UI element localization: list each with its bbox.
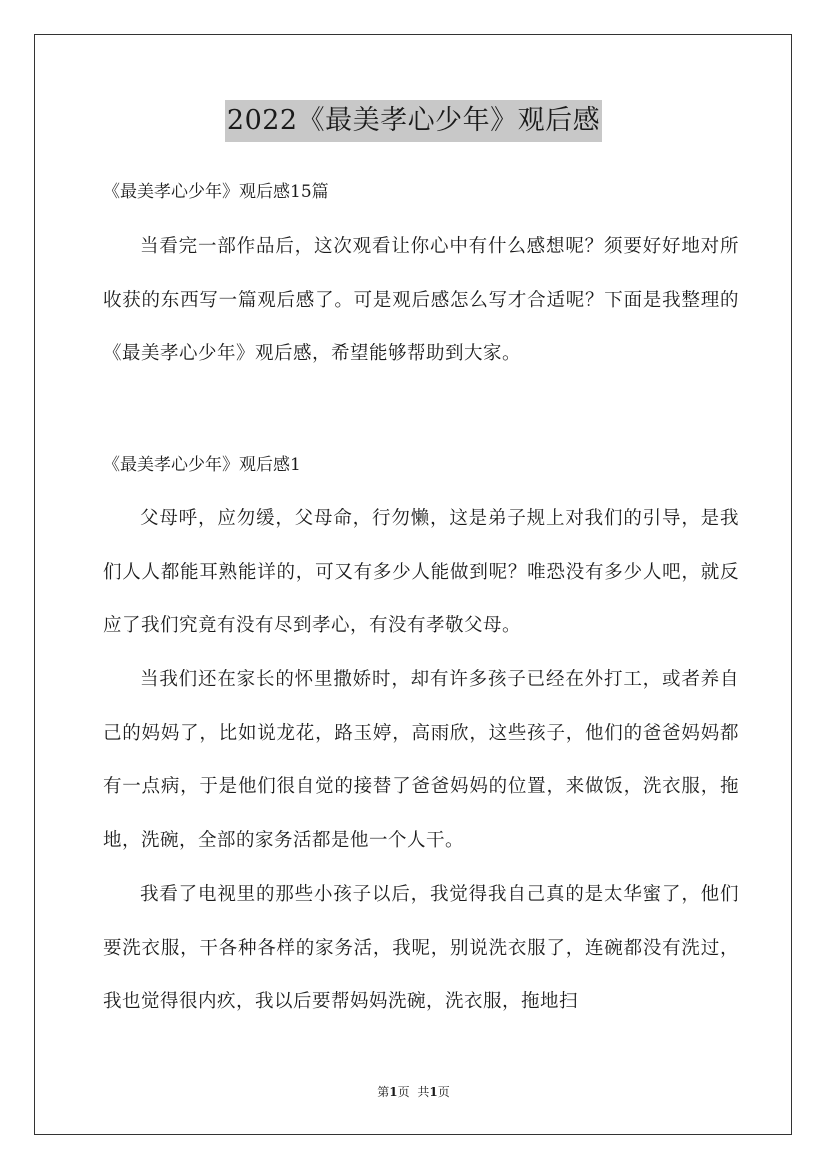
document-title: 2022《最美孝心少年》观后感 [225,100,602,142]
page-number: 1 [389,1085,398,1099]
title-container [0,100,827,142]
total-label-suffix: 页 [437,1085,450,1099]
page-label-prefix: 第 [377,1085,390,1099]
page-footer [0,1083,827,1101]
body-paragraph-1: 父母呼，应勿缓，父母命，行勿懒，这是弟子规上对我们的引导，是我们人人都能耳熟能详的，可又有多少人能做到呢？唯恐没有多少人吧，就反应了我们究竟有没有尽到孝心，有没有孝敬父母。 [103,508,739,636]
intro-paragraph: 当看完一部作品后，这次观看让你心中有什么感想呢？须要好好地对所收获的东西写一篇观后感了。可是观后感怎么写才合适呢？下面是我整理的《最美孝心少年》观后感，希望能够帮助到大家。 [103,236,739,364]
total-pages: 1 [429,1085,438,1099]
document-subtitle: 《最美孝心少年》观后感15篇 [103,182,329,202]
page-label-suffix: 页 [397,1085,410,1099]
body-paragraph-3: 我看了电视里的那些小孩子以后，我觉得我自己真的是太华蜜了，他们要洗衣服，干各种各样的家务活，我呢，别说洗衣服了，连碗都没有洗过，我也觉得很内疚，我以后要帮妈妈洗碗，洗衣服，拖地扫 [103,884,739,1012]
total-label-prefix: 共 [417,1085,430,1099]
body-paragraph-2: 当我们还在家长的怀里撒娇时，却有许多孩子已经在外打工，或者养自己的妈妈了，比如说龙花，路玉婷，高雨欣，这些孩子，他们的爸爸妈妈都有一点病，于是他们很自觉的接替了爸爸妈妈的位置，来做饭，洗衣服，拖地，洗碗，全部的家务活都是他一个人干。 [103,669,739,851]
section-heading: 《最美孝心少年》观后感1 [103,455,301,475]
